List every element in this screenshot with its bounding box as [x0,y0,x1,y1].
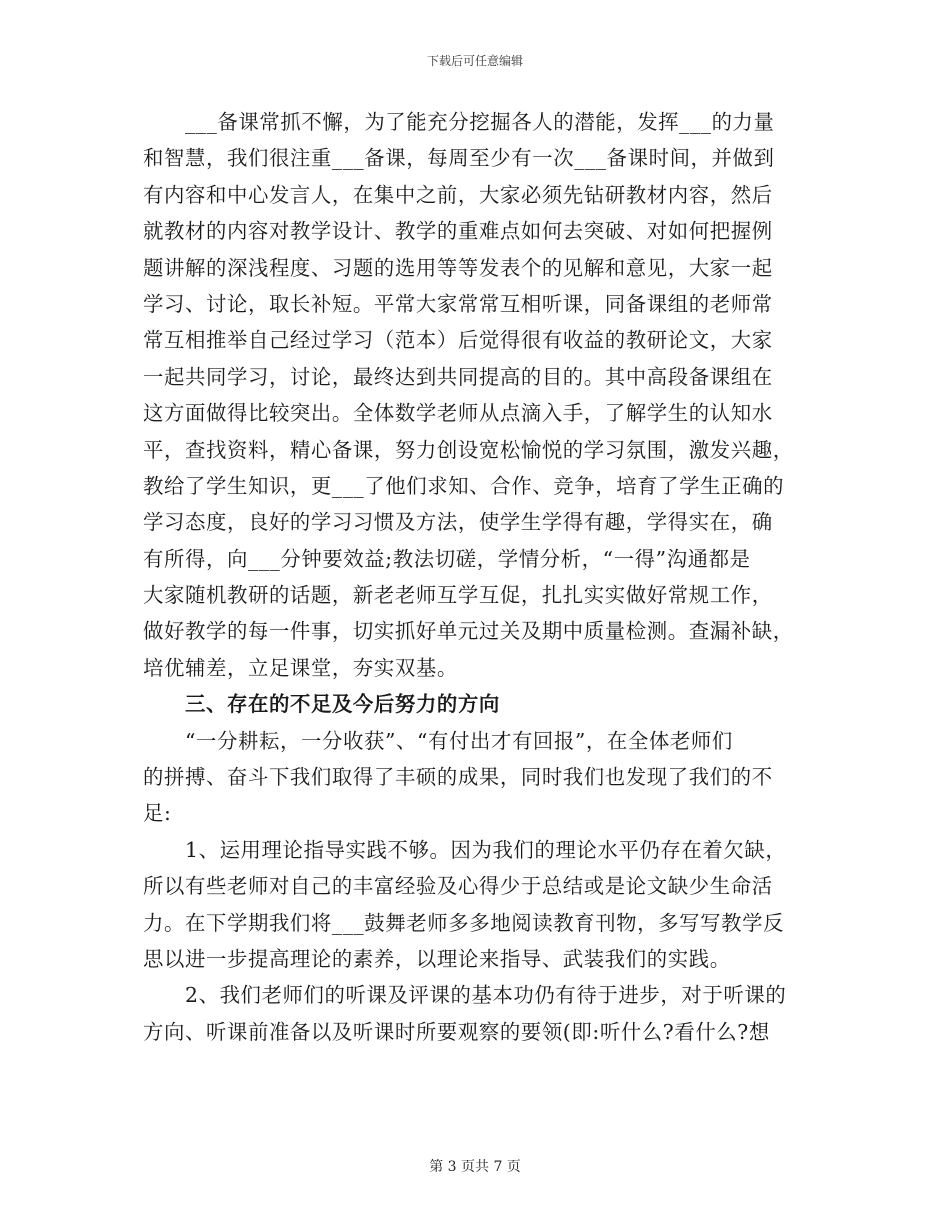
body-line: 有所得，向___分钟要效益;教法切磋，学情分析，“一得”沟通都是 [143,546,751,571]
body-line: 培优辅差，立足课堂，夯实双基。 [143,655,458,680]
document-body [143,104,815,1050]
body-line: “一分耕耘，一分收获”、“有付出才有回报”，在全体老师们 [185,728,733,753]
body-line: 教给了学生知识，更___了他们求知、合作、竞争，培育了学生正确的 [143,473,785,498]
section-heading: 三、存在的不足及今后努力的方向 [185,692,500,717]
body-line: 就教材的内容对教学设计、教学的重难点如何去突破、对如何把握例 [143,219,773,244]
body-line: 方向、听课前准备以及听课时所要观察的要领(即:听什么?看什么?想 [143,1019,770,1044]
body-line: 足: [143,801,172,826]
body-line: ___备课常抓不懈，为了能充分挖掘各人的潜能，发挥___的力量 [185,110,775,134]
body-line: 常互相推举自己经过学习（范本）后觉得很有收益的教研论文，大家 [143,328,773,353]
body-line: 这方面做得比较突出。全体数学老师从点滴入手，了解学生的认知水 [143,401,773,426]
body-line: 一起共同学习，讨论，最终达到共同提高的目的。其中高段备课组在 [143,364,773,389]
body-line: 和智慧，我们很注重___备课，每周至少有一次___备课时间，并做到 [143,146,775,171]
body-line: 思以进一步提高理论的素养，以理论来指导、武装我们的实践。 [143,946,731,971]
list-item-2: 2、我们老师们的听课及评课的基本功仍有待于进步，对于听课的 [185,983,787,1008]
body-line: 有内容和中心发言人，在集中之前，大家必须先钻研教材内容，然后 [143,182,773,207]
body-line: 学习、讨论，取长补短。平常大家常常互相听课，同备课组的老师常 [143,291,773,316]
body-line: 力。在下学期我们将___鼓舞老师多多地阅读教育刊物，多写写教学反 [143,910,785,935]
body-line: 的拼搏、奋斗下我们取得了丰硕的成果，同时我们也发现了我们的不 [143,765,773,790]
body-line: 平，查找资料，精心备课，努力创设宽松愉悦的学习氛围，激发兴趣， [143,437,794,462]
body-line: 学习态度，良好的学习习惯及方法，使学生学得有趣，学得实在，确 [143,510,773,535]
page-number-footer: 第 3 页共 7 页 [429,1159,521,1175]
page-header: 下载后可任意编辑 [426,54,523,68]
list-item-1: 1、运用理论指导实践不够。因为我们的理论水平仍存在着欠缺， [185,837,787,862]
body-line: 题讲解的深浅程度、习题的选用等等发表个的见解和意见，大家一起 [143,255,773,280]
body-line: 做好教学的每一件事，切实抓好单元过关及期中质量检测。查漏补缺， [143,619,794,644]
body-line: 所以有些老师对自己的丰富经验及心得少于总结或是论文缺少生命活 [143,874,773,899]
body-line: 大家随机教研的话题，新老老师互学互促，扎扎实实做好常规工作， [143,583,773,608]
